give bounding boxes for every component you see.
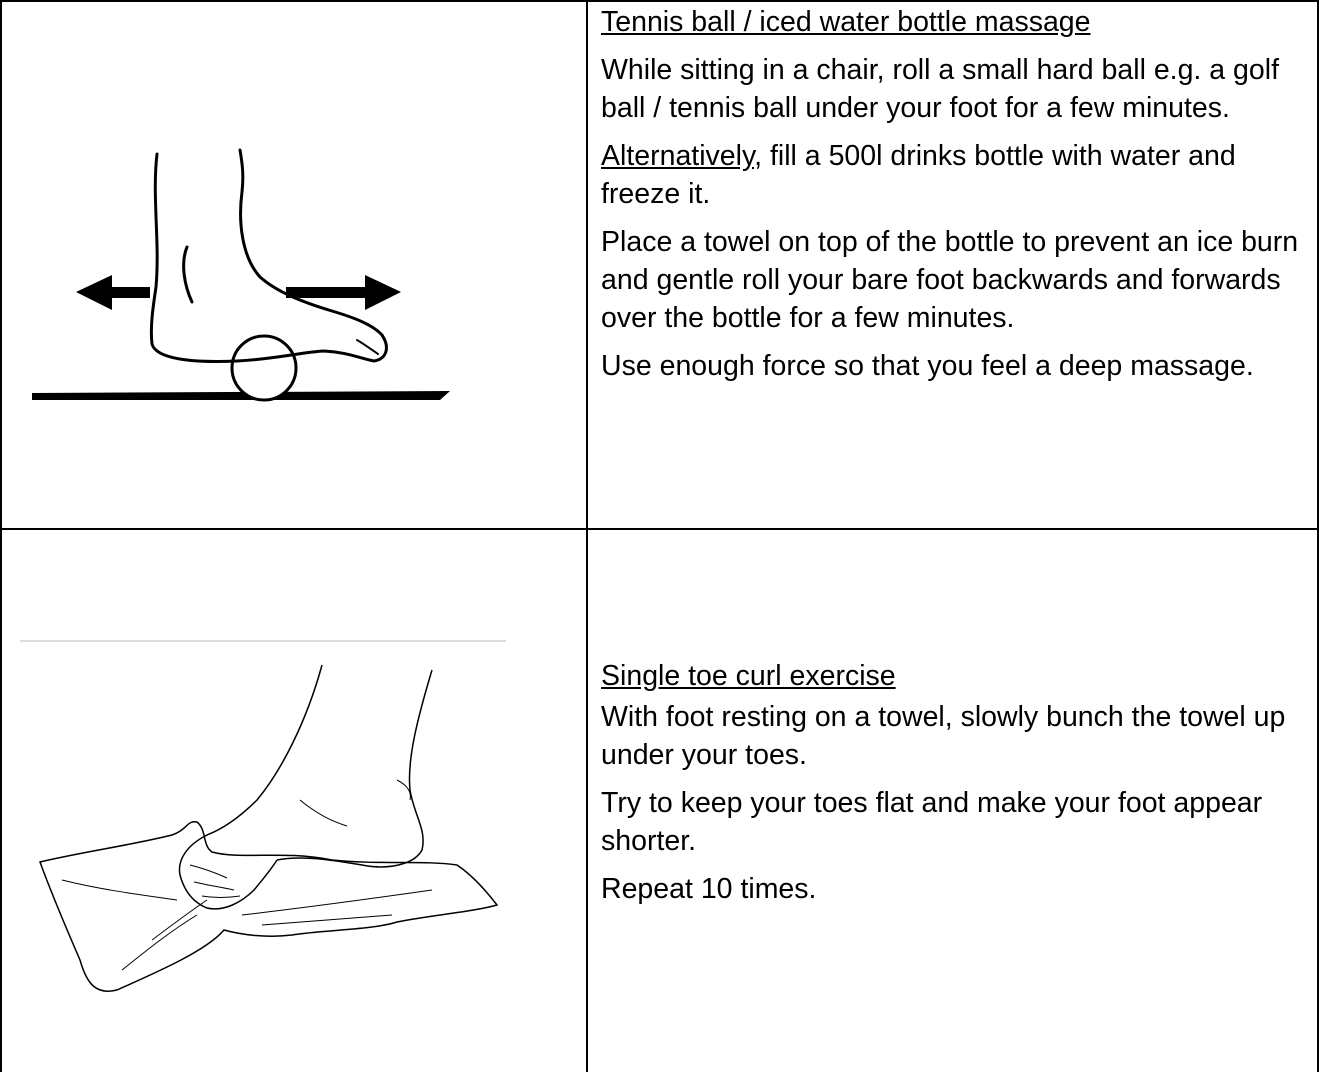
arrow-right-shape [286,275,401,310]
foot-outline [151,150,386,361]
table-column-divider [586,0,588,1072]
massage-step-1: While sitting in a chair, roll a small hard ball e.g. a golf ball / tennis ball under your foot for a few minutes. [601,54,1279,124]
massage-heading: Tennis ball / iced water bottle massage [601,6,1091,38]
alternatively-label: Alternatively, [601,140,763,172]
toe-crease [357,340,378,354]
toe-curl-instructions [601,657,1313,918]
toe-curl-heading: Single toe curl exercise [601,660,896,692]
ball-shape [232,336,296,400]
massage-step-3: Place a towel on top of the bottle to prevent an ice burn and gentle roll your bare foot backwards and forwards over the bottle for a few minutes. [601,226,1299,334]
toe-curl-step-2: Try to keep your toes flat and make your foot appear shorter. [601,787,1263,857]
massage-instructions [601,3,1313,395]
towel-outline [40,822,497,992]
toe-curl-step-3: Repeat 10 times. [601,873,817,905]
leg-back-line [277,670,432,867]
leg-front-line [207,665,322,835]
ankle-detail [300,800,347,826]
toe-curl-step-1: With foot resting on a towel, slowly bunch the towel up under your toes. [601,701,1286,771]
massage-step-4: Use enough force so that you feel a deep massage. [601,350,1254,382]
massage-step-2 [601,137,1313,213]
ankle-line [184,247,192,302]
arrow-left-shape [76,275,150,310]
ankle-detail [397,780,410,800]
toe-curl-towel-illustration [2,530,586,1072]
foot-ball-roll-illustration [2,2,586,528]
massage-step-2-text: fill a 500l drinks bottle with water and freeze it. [601,140,1236,210]
